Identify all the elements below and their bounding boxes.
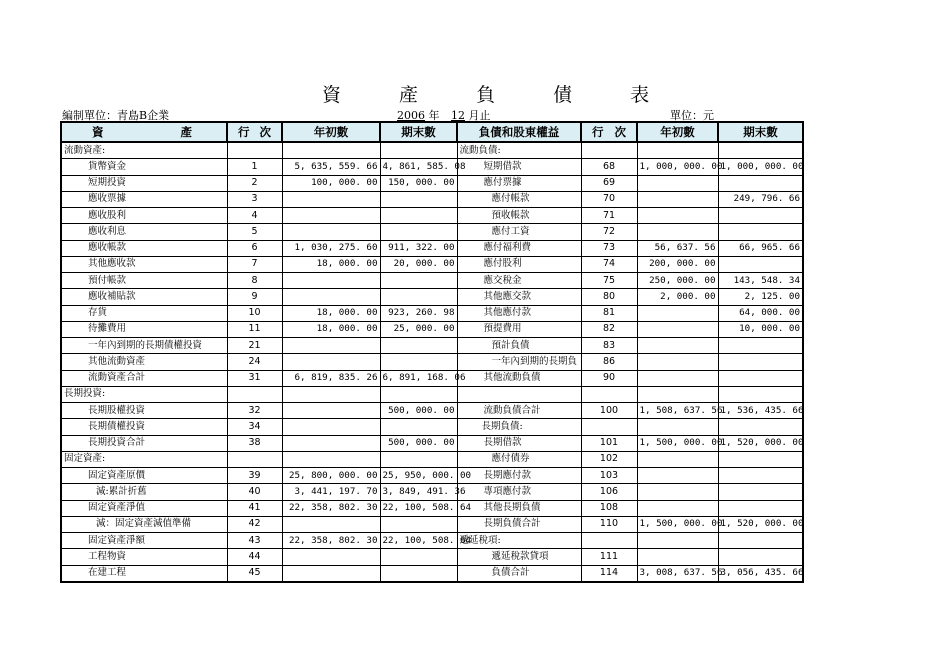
asset-begin-value [282, 403, 380, 419]
asset-row-no: 40 [227, 484, 282, 500]
liability-end-value [718, 354, 803, 370]
liability-row-no: 86 [581, 354, 637, 370]
liability-begin-value: 200, 000. 00 [637, 256, 718, 272]
asset-row-no [227, 142, 282, 159]
col-liabilities: 負債和股東權益 [457, 122, 581, 142]
asset-name: 應收股利 [61, 208, 227, 224]
col-end-2: 期末數 [718, 122, 803, 142]
period-month-suffix: 月止 [468, 109, 491, 122]
liability-name: 遞延稅項: [457, 533, 581, 549]
asset-end-value [380, 208, 457, 224]
liability-name: 長期借款 [457, 435, 581, 451]
liability-end-value: 1, 000, 000. 00 [718, 159, 803, 175]
liability-row-no: 110 [581, 516, 637, 532]
reporting-entity: 編制單位：青島B企業 [62, 109, 170, 122]
asset-name: 長期債權投資 [61, 419, 227, 435]
liability-name: 長期應付款 [457, 468, 581, 484]
liability-end-value: 66, 965. 66 [718, 240, 803, 256]
table-row [61, 386, 803, 402]
liability-name: 應付福利費 [457, 240, 581, 256]
liability-begin-value [637, 468, 718, 484]
asset-end-value: 22, 100, 508. 64 [380, 533, 457, 549]
liability-end-value [718, 484, 803, 500]
table-row [61, 565, 803, 582]
liability-row-no: 72 [581, 224, 637, 240]
asset-begin-value: 5, 635, 559. 66 [282, 159, 380, 175]
liability-name: 遞延稅款貸項 [457, 549, 581, 565]
asset-begin-value: 18, 000. 00 [282, 256, 380, 272]
asset-begin-value: 6, 819, 835. 26 [282, 370, 380, 386]
asset-begin-value [282, 451, 380, 467]
liability-begin-value: 250, 000. 00 [637, 273, 718, 289]
liability-row-no: 73 [581, 240, 637, 256]
asset-name: 應收票據 [61, 191, 227, 207]
col-assets [61, 122, 227, 142]
table-row [61, 516, 803, 532]
liability-begin-value [637, 305, 718, 321]
asset-row-no: 32 [227, 403, 282, 419]
table-row [61, 484, 803, 500]
liability-name: 一年內到期的長期負 [457, 354, 581, 370]
table-row [61, 289, 803, 305]
asset-end-value [380, 419, 457, 435]
asset-name: 應收補貼款 [61, 289, 227, 305]
asset-begin-value [282, 435, 380, 451]
col-row-no-2 [581, 122, 637, 142]
liability-row-no: 108 [581, 500, 637, 516]
asset-row-no: 38 [227, 435, 282, 451]
liability-name: 流動負債合計 [457, 403, 581, 419]
asset-row-no: 1 [227, 159, 282, 175]
liability-end-value [718, 370, 803, 386]
asset-name: 流動資產合計 [61, 370, 227, 386]
liability-begin-value [637, 500, 718, 516]
liability-begin-value [637, 354, 718, 370]
liability-begin-value: 1, 500, 000. 00 [637, 435, 718, 451]
liability-begin-value: 56, 637. 56 [637, 240, 718, 256]
asset-end-value: 923, 260. 98 [380, 305, 457, 321]
asset-name: 固定資產淨額 [61, 533, 227, 549]
asset-begin-value [282, 419, 380, 435]
liability-begin-value: 1, 000, 000. 00 [637, 159, 718, 175]
report-title: 資 產 負 債 表 [322, 84, 676, 106]
liability-name: 專項應付款 [457, 484, 581, 500]
liability-row-no: 90 [581, 370, 637, 386]
liability-row-no: 82 [581, 321, 637, 337]
table-row [61, 403, 803, 419]
liability-row-no: 68 [581, 159, 637, 175]
col-row2-left: 行 [592, 125, 604, 139]
table-row [61, 321, 803, 337]
liability-row-no: 102 [581, 451, 637, 467]
asset-name: 短期投資 [61, 175, 227, 191]
table-row [61, 451, 803, 467]
asset-name: 固定資產: [61, 451, 227, 467]
period-year: 2006 [397, 109, 425, 122]
table-row [61, 305, 803, 321]
liability-name: 應交稅金 [457, 273, 581, 289]
liability-row-no: 80 [581, 289, 637, 305]
col-row2-right: 次 [614, 125, 626, 139]
asset-begin-value: 3, 441, 197. 70 [282, 484, 380, 500]
asset-row-no: 34 [227, 419, 282, 435]
liability-end-value [718, 338, 803, 354]
liability-begin-value [637, 533, 718, 549]
asset-name: 長期股權投資 [61, 403, 227, 419]
table-row [61, 256, 803, 272]
table-row [61, 208, 803, 224]
liability-row-no: 103 [581, 468, 637, 484]
asset-name: 預付帳款 [61, 273, 227, 289]
liability-row-no: 81 [581, 305, 637, 321]
asset-end-value: 4, 861, 585. 08 [380, 159, 457, 175]
liability-name: 短期借款 [457, 159, 581, 175]
liability-name: 其他流動負債 [457, 370, 581, 386]
liability-begin-value: 1, 500, 000. 00 [637, 516, 718, 532]
liability-name: 應付債券 [457, 451, 581, 467]
liability-begin-value [637, 321, 718, 337]
liability-end-value: 249, 796. 66 [718, 191, 803, 207]
table-row [61, 338, 803, 354]
liability-end-value [718, 500, 803, 516]
asset-end-value: 500, 000. 00 [380, 435, 457, 451]
asset-end-value: 20, 000. 00 [380, 256, 457, 272]
asset-begin-value [282, 191, 380, 207]
liability-row-no: 101 [581, 435, 637, 451]
col-row-left: 行 [238, 125, 250, 139]
asset-row-no: 42 [227, 516, 282, 532]
asset-end-value: 22, 100, 508. 64 [380, 500, 457, 516]
liability-end-value [718, 256, 803, 272]
table-row [61, 273, 803, 289]
liability-end-value [718, 208, 803, 224]
liability-name: 應付股利 [457, 256, 581, 272]
asset-name: 其他應收款 [61, 256, 227, 272]
asset-end-value: 3, 849, 491. 36 [380, 484, 457, 500]
liability-begin-value [637, 208, 718, 224]
liability-end-value: 1, 520, 000. 00 [718, 516, 803, 532]
asset-row-no: 31 [227, 370, 282, 386]
liability-end-value: 1, 536, 435. 66 [718, 403, 803, 419]
asset-end-value [380, 273, 457, 289]
asset-begin-value [282, 516, 380, 532]
liability-begin-value [637, 451, 718, 467]
asset-row-no: 41 [227, 500, 282, 516]
asset-row-no: 5 [227, 224, 282, 240]
asset-row-no: 44 [227, 549, 282, 565]
asset-end-value [380, 224, 457, 240]
asset-begin-value: 22, 358, 802. 30 [282, 500, 380, 516]
liability-row-no: 111 [581, 549, 637, 565]
asset-begin-value [282, 386, 380, 402]
liability-end-value: 2, 125. 00 [718, 289, 803, 305]
asset-name: 流動資產: [61, 142, 227, 159]
liability-end-value [718, 224, 803, 240]
liability-end-value: 1, 520, 000. 00 [718, 435, 803, 451]
table-row [61, 175, 803, 191]
liability-end-value [718, 549, 803, 565]
asset-begin-value: 100, 000. 00 [282, 175, 380, 191]
asset-begin-value: 18, 000. 00 [282, 305, 380, 321]
table-row [61, 533, 803, 549]
col-end: 期末數 [380, 122, 457, 142]
asset-end-value [380, 338, 457, 354]
asset-end-value [380, 289, 457, 305]
liability-row-no: 114 [581, 565, 637, 582]
liability-begin-value: 3, 008, 637. 56 [637, 565, 718, 582]
col-assets-right: 產 [180, 125, 192, 139]
liability-end-value [718, 419, 803, 435]
table-row [61, 419, 803, 435]
table-row [61, 500, 803, 516]
liability-begin-value [637, 386, 718, 402]
asset-end-value [380, 451, 457, 467]
liability-begin-value [637, 484, 718, 500]
liability-begin-value [637, 549, 718, 565]
liability-begin-value [637, 338, 718, 354]
col-begin-2: 年初數 [637, 122, 718, 142]
liability-begin-value [637, 142, 718, 159]
table-row [61, 435, 803, 451]
liability-end-value [718, 142, 803, 159]
asset-row-no: 2 [227, 175, 282, 191]
liability-begin-value [637, 224, 718, 240]
liability-name: 應付工資 [457, 224, 581, 240]
liability-row-no: 71 [581, 208, 637, 224]
liability-row-no [581, 533, 637, 549]
col-assets-left: 資 [92, 125, 104, 139]
liability-row-no: 69 [581, 175, 637, 191]
liability-name: 流動負債: [457, 142, 581, 159]
asset-name: 減:累計折舊 [61, 484, 227, 500]
asset-name: 應收帳款 [61, 240, 227, 256]
liability-end-value [718, 468, 803, 484]
asset-begin-value [282, 273, 380, 289]
table-header-row [61, 122, 803, 142]
liability-row-no [581, 142, 637, 159]
asset-row-no: 39 [227, 468, 282, 484]
asset-name: 固定資產原價 [61, 468, 227, 484]
col-begin: 年初數 [282, 122, 380, 142]
asset-begin-value: 18, 000. 00 [282, 321, 380, 337]
asset-end-value [380, 354, 457, 370]
liability-name: 其他應付款 [457, 305, 581, 321]
liability-row-no [581, 419, 637, 435]
asset-row-no: 45 [227, 565, 282, 582]
liability-name: 長期負債: [457, 419, 581, 435]
asset-row-no [227, 451, 282, 467]
liability-name [457, 386, 581, 402]
asset-name: 減：固定資產減值準備 [61, 516, 227, 532]
asset-name: 存貨 [61, 305, 227, 321]
liability-name: 長期負債合計 [457, 516, 581, 532]
asset-end-value [380, 142, 457, 159]
table-row [61, 354, 803, 370]
asset-row-no: 10 [227, 305, 282, 321]
liability-row-no: 100 [581, 403, 637, 419]
liability-end-value [718, 451, 803, 467]
table-row [61, 142, 803, 159]
table-row [61, 240, 803, 256]
asset-row-no: 8 [227, 273, 282, 289]
asset-begin-value [282, 565, 380, 582]
col-row-right: 次 [259, 125, 271, 139]
liability-end-value [718, 386, 803, 402]
asset-row-no: 24 [227, 354, 282, 370]
period-month: 12 [451, 109, 465, 122]
asset-row-no: 4 [227, 208, 282, 224]
asset-name: 應收利息 [61, 224, 227, 240]
liability-row-no: 83 [581, 338, 637, 354]
liability-end-value: 64, 000. 00 [718, 305, 803, 321]
liability-begin-value: 2, 000. 00 [637, 289, 718, 305]
asset-begin-value: 25, 800, 000. 00 [282, 468, 380, 484]
currency-unit: 單位：元 [670, 109, 714, 122]
asset-begin-value [282, 338, 380, 354]
liability-name: 其他長期負債 [457, 500, 581, 516]
asset-name: 在建工程 [61, 565, 227, 582]
liability-row-no: 75 [581, 273, 637, 289]
asset-name: 待攤費用 [61, 321, 227, 337]
asset-begin-value [282, 208, 380, 224]
asset-name: 其他流動資產 [61, 354, 227, 370]
asset-name: 一年內到期的長期債權投資 [61, 338, 227, 354]
liability-begin-value [637, 175, 718, 191]
liability-end-value [718, 175, 803, 191]
liability-begin-value [637, 419, 718, 435]
liability-begin-value [637, 191, 718, 207]
liability-end-value: 10, 000. 00 [718, 321, 803, 337]
table-row [61, 549, 803, 565]
asset-end-value: 25, 000. 00 [380, 321, 457, 337]
asset-begin-value [282, 142, 380, 159]
liability-row-no [581, 386, 637, 402]
liability-end-value [718, 533, 803, 549]
asset-begin-value [282, 224, 380, 240]
table-row [61, 159, 803, 175]
asset-begin-value: 1, 030, 275. 60 [282, 240, 380, 256]
liability-begin-value [637, 370, 718, 386]
table-row [61, 224, 803, 240]
asset-end-value: 500, 000. 00 [380, 403, 457, 419]
asset-begin-value [282, 354, 380, 370]
liability-name: 負債合計 [457, 565, 581, 582]
asset-end-value [380, 191, 457, 207]
liability-name: 預計負債 [457, 338, 581, 354]
asset-name: 工程物資 [61, 549, 227, 565]
liability-name: 其他應交款 [457, 289, 581, 305]
table-row [61, 370, 803, 386]
asset-name: 長期投資: [61, 386, 227, 402]
asset-name: 貨幣資金 [61, 159, 227, 175]
liability-end-value: 143, 548. 34 [718, 273, 803, 289]
asset-row-no: 7 [227, 256, 282, 272]
table-row [61, 191, 803, 207]
liability-name: 應付票據 [457, 175, 581, 191]
liability-name: 預提費用 [457, 321, 581, 337]
liability-row-no: 74 [581, 256, 637, 272]
asset-end-value [380, 549, 457, 565]
liability-name: 預收帳款 [457, 208, 581, 224]
asset-row-no [227, 386, 282, 402]
asset-row-no: 9 [227, 289, 282, 305]
asset-end-value: 6, 891, 168. 06 [380, 370, 457, 386]
asset-end-value: 150, 000. 00 [380, 175, 457, 191]
asset-begin-value [282, 289, 380, 305]
balance-sheet-table [60, 121, 804, 583]
liability-row-no: 70 [581, 191, 637, 207]
asset-end-value [380, 565, 457, 582]
asset-name: 長期投資合計 [61, 435, 227, 451]
asset-row-no: 11 [227, 321, 282, 337]
asset-row-no: 6 [227, 240, 282, 256]
asset-begin-value [282, 549, 380, 565]
liability-name: 應付帳款 [457, 191, 581, 207]
asset-begin-value: 22, 358, 802. 30 [282, 533, 380, 549]
table-row [61, 468, 803, 484]
liability-row-no: 106 [581, 484, 637, 500]
asset-end-value: 25, 950, 000. 00 [380, 468, 457, 484]
period-year-suffix: 年 [428, 109, 440, 122]
asset-end-value: 911, 322. 00 [380, 240, 457, 256]
asset-row-no: 43 [227, 533, 282, 549]
asset-end-value [380, 386, 457, 402]
liability-begin-value: 1, 508, 637. 56 [637, 403, 718, 419]
asset-name: 固定資產淨值 [61, 500, 227, 516]
asset-row-no: 3 [227, 191, 282, 207]
asset-end-value [380, 516, 457, 532]
liability-end-value: 3, 056, 435. 66 [718, 565, 803, 582]
asset-row-no: 21 [227, 338, 282, 354]
col-row-no [227, 122, 282, 142]
